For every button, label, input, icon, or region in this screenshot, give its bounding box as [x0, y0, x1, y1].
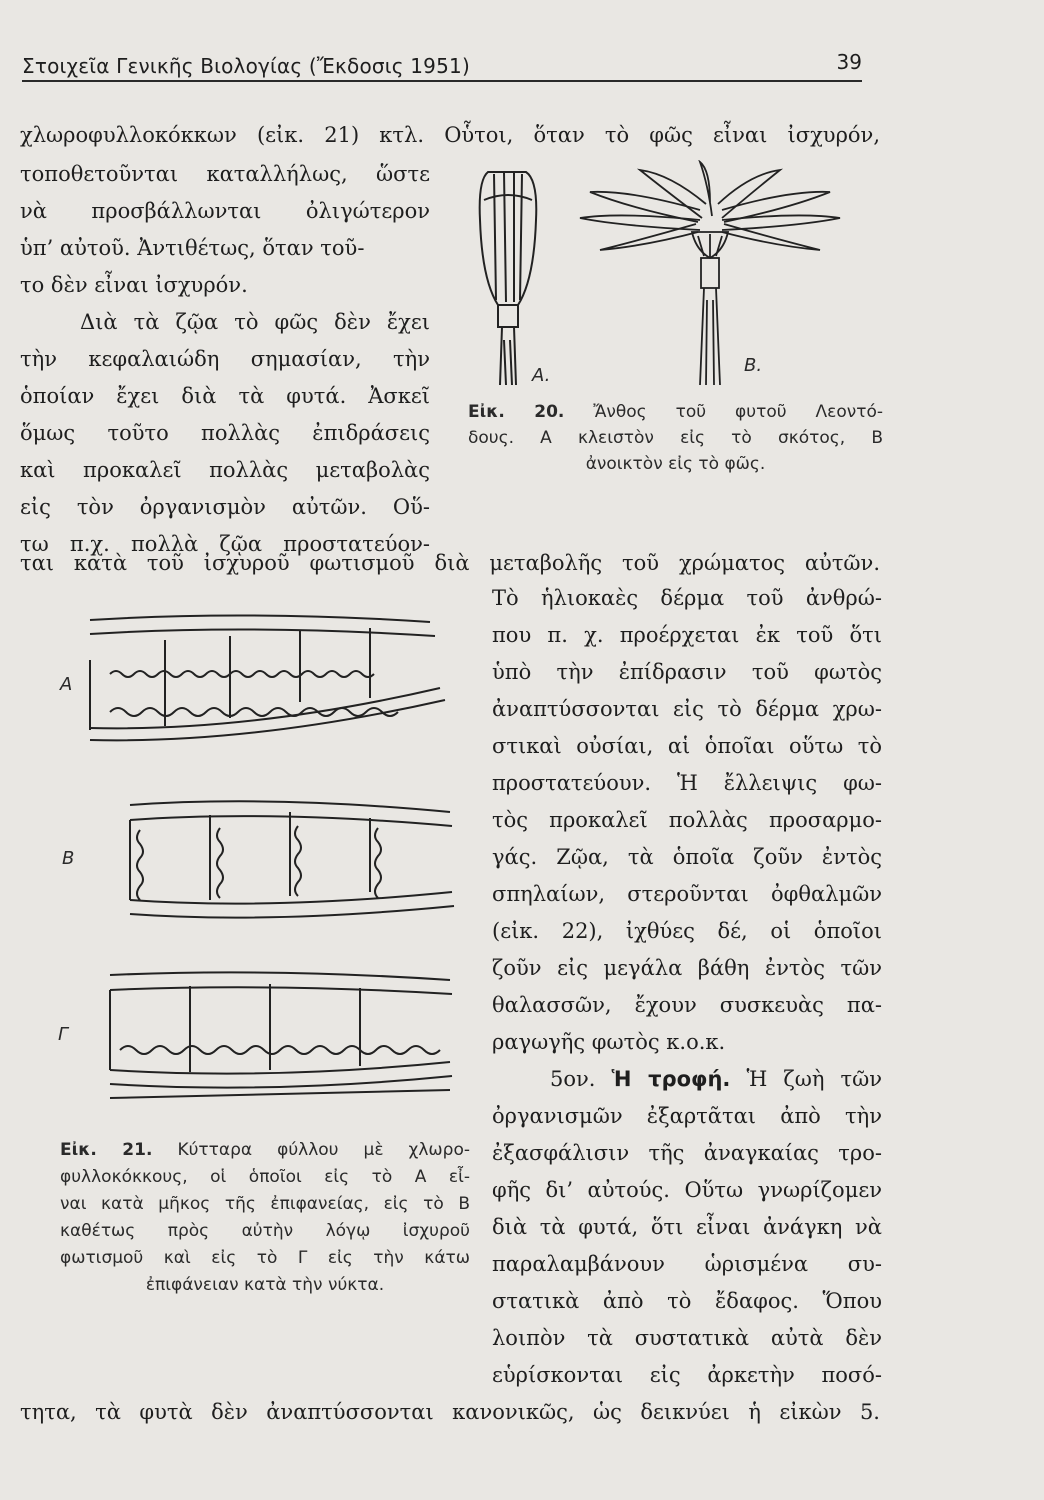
figure-21-caption-line: ἐπιφάνειαν κατὰ τὴν νύκτα. [145, 1275, 385, 1295]
figure-20-caption-label: Εἰκ. 20. [468, 402, 565, 422]
text-line: εὑρίσκονται εἰς ἀρκετὴν ποσό- [492, 1363, 882, 1387]
figure-21-caption-line: φωτισμοῦ καὶ εἰς τὸ Γ εἰς τὴν κάτω [60, 1248, 470, 1268]
text-line: ραγωγῆς φωτὸς κ.ο.κ. [492, 1030, 726, 1054]
text-line: καὶ προκαλεῖ πολλὰς μεταβολὰς [20, 458, 430, 482]
page-number: 39 [836, 50, 862, 74]
figure-20-caption-line: δους. Α κλειστὸν εἰς τὸ σκότος, Β [468, 428, 883, 448]
text-line: εἰς τὸν ὀργανισμὸν αὐτῶν. Οὕ- [20, 495, 430, 519]
text-line: ἀναπτύσσονται εἰς τὸ δέρμα χρω- [492, 697, 882, 721]
text-line: τητα, τὰ φυτὰ δὲν ἀναπτύσσονται κανονικῶς, ὡς δεικνύει ἡ εἰκὼν 5. [20, 1400, 880, 1424]
text-line: (εἰκ. 22), ἰχθύες δέ, οἱ ὁποῖοι [492, 919, 882, 943]
text-line: ὁποίαν ἔχει διὰ τὰ φυτά. Ἀσκεῖ [20, 384, 430, 408]
text-line: προστατεύουν. Ἡ ἔλλειψις φω- [492, 771, 882, 795]
text-line: ὀργανισμῶν ἐξαρτᾶται ἀπὸ τὴν [492, 1104, 882, 1128]
text-line: στικαὶ οὐσίαι, αἱ ὁποῖαι οὕτω τὸ [492, 734, 882, 758]
section-first-text: Ἡ ζωὴ τῶν [746, 1067, 882, 1091]
text-line: τὴν κεφαλαιώδη σημασίαν, τὴν [20, 347, 430, 371]
text-line: Διὰ τὰ ζῷα τὸ φῶς δὲν ἔχει [80, 310, 430, 334]
text-line: ἐξασφάλισιν τῆς ἀναγκαίας τρο- [492, 1141, 882, 1165]
figure-21-cells [70, 600, 465, 1120]
text-line: το δὲν εἶναι ἰσχυρόν. [20, 273, 248, 297]
section-heading-line [550, 1067, 882, 1091]
text-line: στατικὰ ἀπὸ τὸ ἔδαφος. Ὅπου [492, 1289, 882, 1313]
text-line: τοποθετοῦνται καταλλήλως, ὥστε [20, 162, 430, 186]
figure-21-caption-text: Κύτταρα φύλλου μὲ χλωρο- [177, 1140, 470, 1160]
text-line: θαλασσῶν, ἔχουν συσκευὰς πα- [492, 993, 882, 1017]
text-line: ὅμως τοῦτο πολλὰς ἐπιδράσεις [20, 421, 430, 445]
text-line: Τὸ ἡλιοκαὲς δέρμα τοῦ ἀνθρώ- [492, 586, 882, 610]
figure-20-caption-line: ἀνοικτὸν εἰς τὸ φῶς. [585, 454, 766, 474]
figure-20-caption-line [468, 400, 883, 424]
figure-21-label-b: B [62, 848, 75, 869]
figure-20-label-a: A. [532, 365, 551, 386]
text-line: σπηλαίων, στεροῦνται ὀφθαλμῶν [492, 882, 882, 906]
running-header [22, 50, 862, 82]
section-number: 5ον. [550, 1067, 596, 1091]
text-line: τὸς προκαλεῖ πολλὰς προσαρμο- [492, 808, 882, 832]
figure-21-label-a: A [60, 674, 73, 695]
text-line: λοιπὸν τὰ συστατικὰ αὐτὰ δὲν [492, 1326, 882, 1350]
text-line: παραλαμβάνουν ὡρισμένα συ- [492, 1252, 882, 1276]
text-line: νὰ προσβάλλωνται ὀλιγώτερον [20, 199, 430, 223]
section-heading: Ἡ τροφή. [611, 1067, 731, 1091]
figure-20-label-b: B. [744, 355, 763, 376]
figure-21-caption-line: φυλλοκόκκους, οἱ ὁποῖοι εἰς τὸ Α εἶ- [60, 1167, 470, 1187]
header-title: Στοιχεῖα Γενικῆς Βιολογίας (Ἔκδοσις 1951) [22, 54, 470, 78]
figure-20-caption-text: Ἄνθος τοῦ φυτοῦ Λεοντό- [593, 402, 883, 422]
text-line: φῆς δι’ αὐτούς. Οὕτω γνωρίζομεν [492, 1178, 882, 1202]
text-line: ὑπὸ τὴν ἐπίδρασιν τοῦ φωτὸς [492, 660, 882, 684]
figure-20-flowers [460, 160, 880, 390]
figure-21-label-c: Γ [58, 1024, 69, 1045]
text-line: ὑπ’ αὐτοῦ. Ἀντιθέτως, ὅταν τοῦ- [20, 236, 365, 260]
figure-21-caption-line: καθέτως πρὸς αὐτὴν λόγῳ ἰσχυροῦ [60, 1221, 470, 1241]
figure-21-caption-line: ναι κατὰ μῆκος τῆς ἐπιφανείας, εἰς τὸ Β [60, 1194, 470, 1214]
text-line: γάς. Ζῷα, τὰ ὁποῖα ζοῦν ἐντὸς [492, 845, 882, 869]
figure-21-caption-line [60, 1138, 470, 1162]
text-line: τω π.χ. πολλὰ ζῷα προστατεύον- [20, 532, 430, 556]
figure-21-caption-label: Εἰκ. 21. [60, 1140, 153, 1160]
text-line: χλωροφυλλοκόκκων (εἰκ. 21) κτλ. Οὗτοι, ὅταν τὸ φῶς εἶναι ἰσχυρόν, [20, 123, 880, 147]
text-line: ζοῦν εἰς μεγάλα βάθη ἐντὸς τῶν [492, 956, 882, 980]
text-line: που π. χ. προέρχεται ἐκ τοῦ ὅτι [492, 623, 882, 647]
text-line: ται κατὰ τοῦ ἰσχυροῦ φωτισμοῦ διὰ μεταβολῆς τοῦ χρώματος αὐτῶν. [20, 551, 880, 575]
text-line: διὰ τὰ φυτά, ὅτι εἶναι ἀνάγκη νὰ [492, 1215, 882, 1239]
